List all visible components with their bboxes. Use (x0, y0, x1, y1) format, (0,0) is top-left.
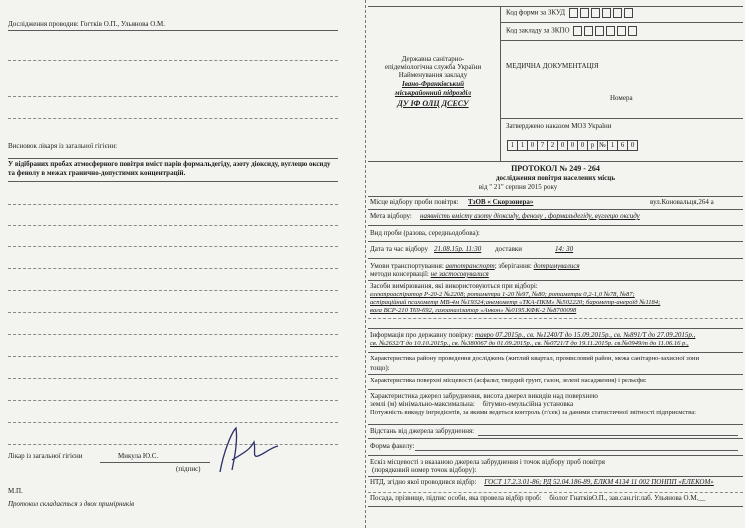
source-line-2: землі (м) мінімально-максимальна: бітумно-емульсійна установка (370, 400, 574, 408)
doctor-name: Микула Ю.С. (118, 452, 159, 460)
code-cell: 1 (607, 140, 618, 151)
agency-line-1: Державна санітарно- (401, 55, 465, 63)
district-label: Характеристика району проведення досліджень (житлий квартал, промисловий район, межа санітарно-захисної зони (370, 355, 700, 362)
stamp-label: М.П. (8, 487, 23, 495)
code-cell: р (587, 140, 598, 151)
distance-label: Відстань від джерела забруднення: (370, 427, 475, 435)
surface-label: Характеристика поверхні місцевості (асфальт, твердий грунт, газон, зелені насадження) і рельєфи: (370, 377, 647, 384)
inspectors-line: Дослідження проводив: Гогтків О.П., Ульянова О.М. (8, 20, 166, 28)
source-label: Характеристика джерел забруднення, висота джерел викидів над поверхнею (370, 392, 598, 400)
equipment-label: Засоби вимірювання, які використовуються при відборі: (370, 282, 538, 290)
place-label: Місце відбору проби повітря: (370, 198, 459, 206)
verification-line-2: св. №2632/Т до 10.10.2015р., св. №380067 до 01.09.2015р., св. №0721/Т до 19.11.2015р. св.№0949/т до 11.06.16 р., (370, 340, 689, 347)
sampler-line: Посада, прізвище, підпис особи, яка провела відбір проб: біолог ГнатківО.П., зав.сан.гіг.лаб. Ульянова О.М.__ (370, 494, 706, 502)
district-label-2: тощо): (370, 364, 390, 372)
sketch-label-2: (порядковий номер точок відбору): (372, 466, 477, 474)
code-cell: 0 (527, 140, 538, 151)
capacity-label: Потужність викиду інгредієнтів, за якими ведеться контроль (г/сек) за даними статистичної звітності підприємства: (370, 409, 696, 416)
code-cell: 0 (627, 140, 638, 151)
signature-label: (підпис) (176, 465, 201, 473)
med-doc-label: МЕДИЧНА ДОКУМЕНТАЦІЯ (506, 62, 599, 70)
code-cell: 6 (617, 140, 628, 151)
agency-line-2: епідеміологічна служба України (384, 63, 482, 71)
verification-line-1: Інформація про державну повірку: тавро 07.2015р., св. №1240/Т до 15.09.2015р., св. №891/Т до 27.09.2015р., (370, 331, 696, 339)
purpose-value: наявність вмісту азоту діоксиду, фенолу , формальдегіду, вуглецю оксиду (420, 212, 640, 220)
code-cell: 0 (557, 140, 568, 151)
conclusion-label: Висновок лікаря із загальної гігієни: (8, 142, 118, 150)
zkpo-label: Код закладу за ЗКПО (506, 26, 637, 36)
conclusion-text: У відібраних пробах атмосферного повітря вміст парів формальдегіду, азоту діоксиду, вуглецю оксиду та фенолу в межах гранично-допустимих концентрацій. (8, 160, 331, 177)
code-cell: 2 (547, 140, 558, 151)
delivery-value: 14: 30 (555, 245, 574, 253)
institution-name-2: міськрайонний підрозділ (394, 89, 472, 97)
code-cells (508, 134, 638, 152)
purpose-label: Мета відбору: (370, 212, 412, 220)
equipment-line-3: вага ВСР-210 Т69-692, газоаналізатор «Анкон» №0195.КФК-2 №8700098 (370, 307, 577, 314)
delivery-label: доставки (495, 245, 523, 253)
code-cell: 1 (517, 140, 528, 151)
datetime-label: Дата та час відбору (370, 245, 428, 253)
equipment-line-2: аспіраційний психометр МВ-4м №19324;анемометр «ТКА-ПКМ» №502220; барометр-анероїд №1184; (370, 299, 661, 306)
code-cell: 0 (567, 140, 578, 151)
doctor-signature (212, 420, 282, 480)
form-label: Форма факелу: (370, 442, 415, 450)
sample-type-label: Вид проби (разова, середньодобова): (370, 229, 480, 237)
code-cell: № (597, 140, 608, 151)
place-street: вул.Коновальця,264 а (650, 198, 714, 206)
doctor-label: Лікар із загальної гігієни (8, 452, 83, 460)
institution-name-3: ДУ ІФ ОЛЦ ДСЕСУ (397, 99, 469, 108)
protocol-date: від " 21" серпня 2015 року (478, 183, 558, 191)
datetime-value: 21.08.15р. 11:30 (434, 245, 482, 253)
zkud-label: Код форми за ЗКУД (506, 8, 633, 18)
number-label: Номера (610, 94, 633, 102)
equipment-line-1: електроаспіратор Р-20-2 №2208; ротаметри 1-20 №97, №80; ротаметри 0,2-1,0 №78, №87; (370, 291, 635, 298)
preserve-line: методи консервації: не застосовувалися (370, 270, 489, 278)
protocol-subtitle: дослідження повітря населених місць (495, 174, 616, 182)
institution-name-1: Івано-Франківський (401, 80, 465, 88)
protocol-title: ПРОТОКОЛ № 249 - 264 (511, 164, 600, 173)
code-cell: 1 (507, 140, 518, 151)
transport-line: Умови транспортування: автотранспорт; зберігання: дотримувалися (370, 262, 580, 270)
institution-label: Найменування закладу (398, 71, 468, 79)
ntd-line: НТД, згідно якої проводився відбір: ГОСТ 17.2.3.01-86; РД 52.04.186-89, ЕЛКМ 4134 11 002 ПОНПП «ЕЛЕКОМ» (370, 478, 714, 486)
approved-label: Затверджено наказом МОЗ України (506, 122, 612, 130)
footer-note: Протокол складається з двох примірників (8, 500, 135, 508)
code-cell: 0 (577, 140, 588, 151)
code-cell: 7 (537, 140, 548, 151)
sketch-label: Ескіз місцевості з вказаною джерела забруднення і точок відбору проб повітря (370, 458, 605, 466)
place-value: ТзОВ « Скорзонера» (468, 198, 534, 206)
